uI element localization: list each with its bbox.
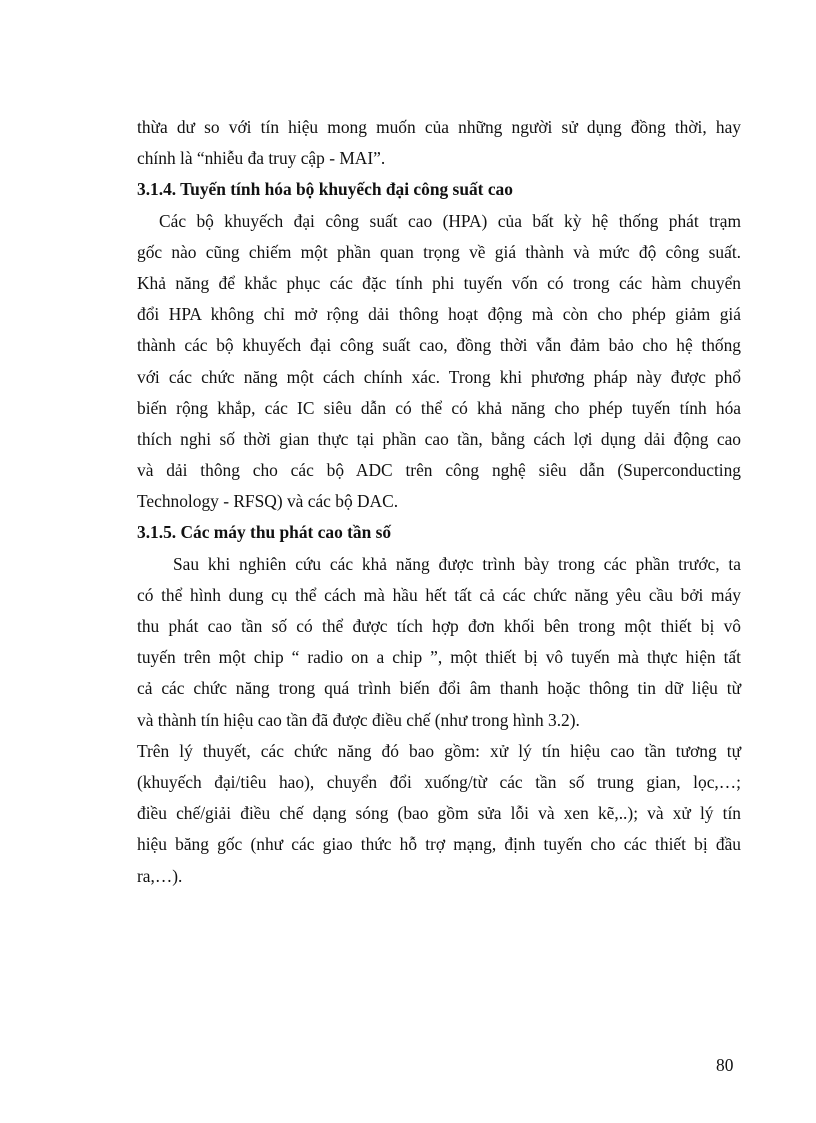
page-number: 80 <box>716 1055 734 1075</box>
page-body <box>137 112 741 892</box>
text-line: hiệu băng gốc (như các giao thức hỗ trợ mạng, định tuyến cho các thiết bị đầu <box>137 834 741 855</box>
text-line: Technology - RFSQ) và các bộ DAC. <box>137 491 399 512</box>
text-line: và dải thông cho các bộ ADC trên công nghệ siêu dẫn (Superconducting <box>137 460 741 481</box>
text-line: gốc nào cũng chiếm một phần quan trọng về giá thành và mức độ công suất. <box>137 241 741 262</box>
text-line: thừa dư so với tín hiệu mong muốn của những người sử dụng đồng thời, hay <box>137 117 741 137</box>
text-line: tuyến trên một chip “ radio on a chip ”, một thiết bị vô tuyến mà thực hiện tất <box>137 647 741 668</box>
paragraph-functions <box>137 736 741 892</box>
paragraph-hpa-linearization <box>137 206 741 518</box>
text-line: biến rộng khắp, các IC siêu dẫn có thể có khả năng cho phép tuyến tính hóa <box>137 397 741 418</box>
section-heading-3-1-5: 3.1.5. Các máy thu phát cao tần số <box>137 522 392 543</box>
text-line: với các chức năng một cách chính xác. Trong khi phương pháp này được phổ <box>137 366 741 387</box>
text-line: điều chế/giải điều chế dạng sóng (bao gồm sửa lỗi và xen kẽ,..); và xử lý tín <box>137 803 741 824</box>
text-line: (khuyếch đại/tiêu hao), chuyển đổi xuống/từ các tần số trung gian, lọc,…; <box>137 771 741 792</box>
text-line: Khả năng để khắc phục các đặc tính phi tuyến vốn có trong các hàm chuyển <box>137 272 741 293</box>
text-line: Sau khi nghiên cứu các khả năng được trình bày trong các phần trước, ta <box>173 553 741 574</box>
text-line: có thể hình dung cụ thể cách mà hầu hết tất cả các chức năng yêu cầu bởi máy <box>137 584 741 605</box>
text-line: Trên lý thuyết, các chức năng đó bao gồm: xử lý tín hiệu cao tần tương tự <box>137 740 741 761</box>
section-heading-3-1-4: 3.1.4. Tuyến tính hóa bộ khuyếch đại công suất cao <box>137 179 513 200</box>
paragraph-continuation <box>137 112 741 174</box>
paragraph-transceivers <box>137 549 741 736</box>
text-line: đổi HPA không chỉ mở rộng dải thông hoạt động mà còn cho phép giảm giá <box>137 304 741 325</box>
text-line: ra,…). <box>137 865 183 886</box>
text-line: thành các bộ khuyếch đại công suất cao, đồng thời vẫn đảm bảo cho hệ thống <box>137 335 741 356</box>
text-line: thu phát cao tần số có thể được tích hợp đơn khối bên trong một thiết bị vô <box>137 616 741 636</box>
text-line: và thành tín hiệu cao tần đã được điều chế (như trong hình 3.2). <box>137 709 580 730</box>
text-line: thích nghi số thời gian thực tại phần cao tần, bằng cách lợi dụng dải động cao <box>137 428 741 449</box>
text-line: chính là “nhiễu đa truy cập - MAI”. <box>137 148 386 169</box>
text-line: cả các chức năng trong quá trình biến đổi âm thanh hoặc thông tin dữ liệu từ <box>137 678 741 699</box>
text-line: Các bộ khuyếch đại công suất cao (HPA) của bất kỳ hệ thống phát trạm <box>159 210 741 231</box>
